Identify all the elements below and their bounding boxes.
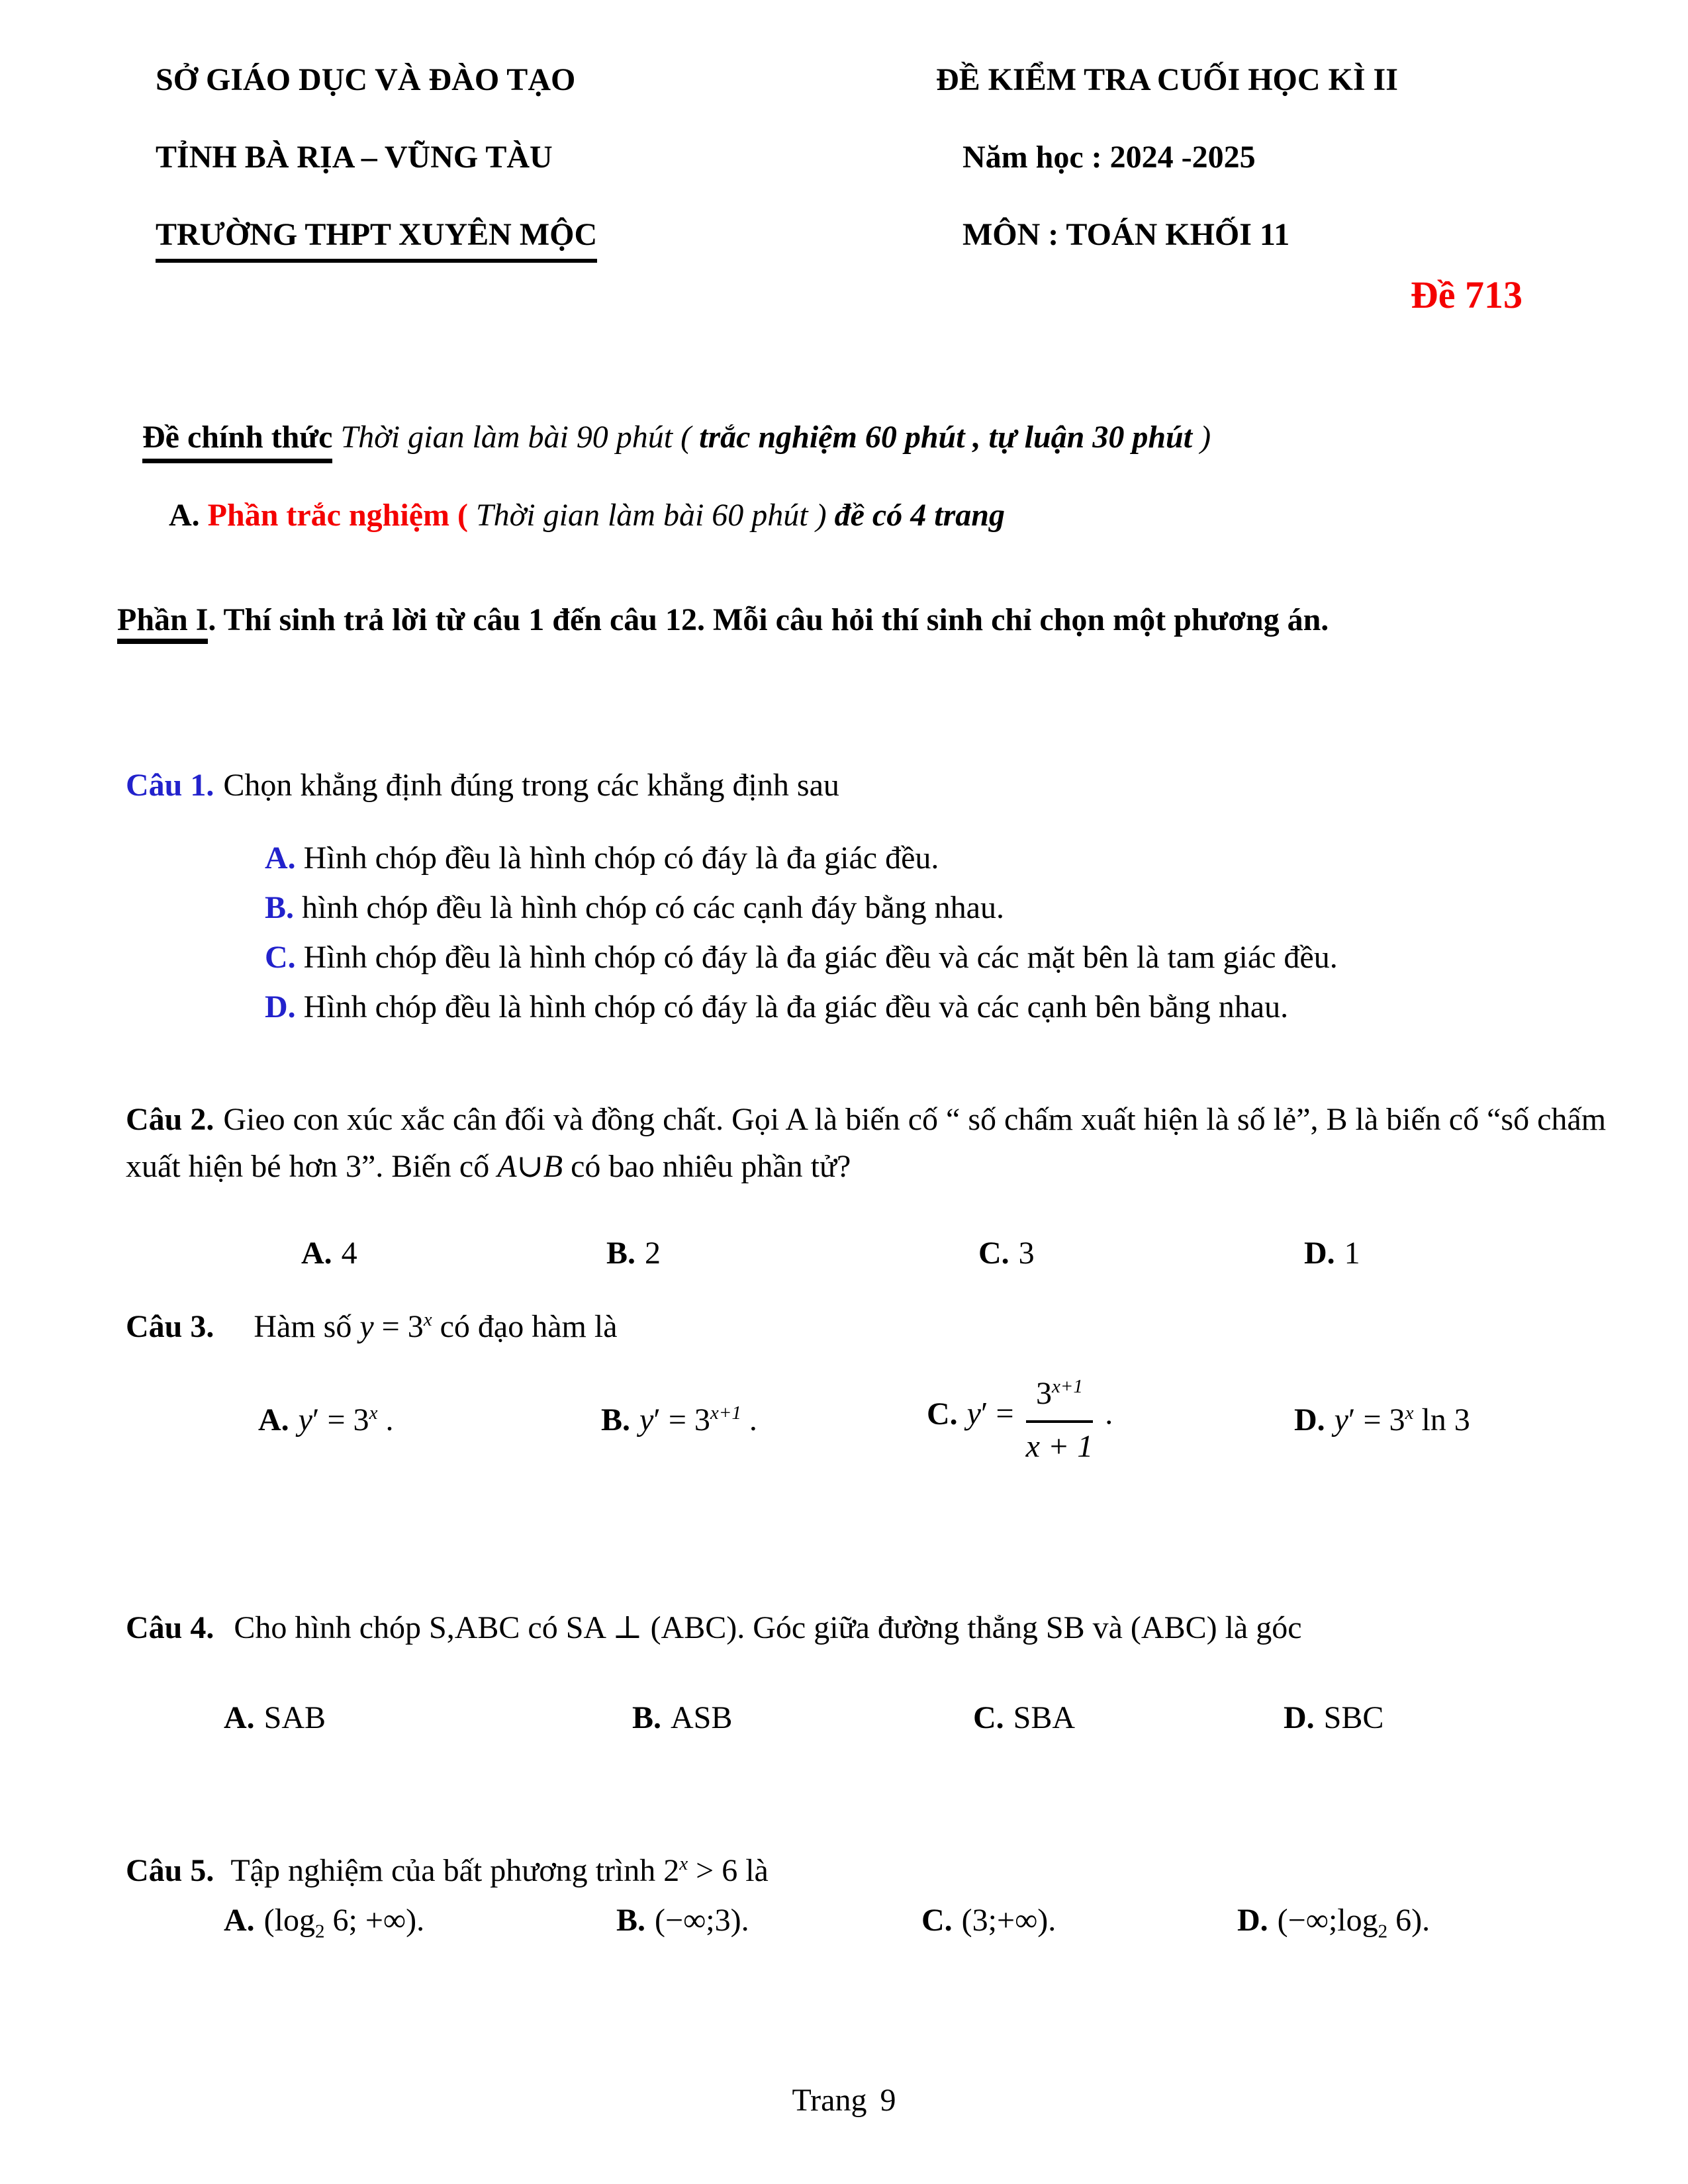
question-2-text-end: có bao nhiêu phần tử? [563,1149,851,1184]
formula-tail: . [1097,1396,1113,1432]
question-5-options [0,1899,1688,1954]
formula-y: y [639,1402,654,1437]
question-1-option-d [265,982,1688,1032]
question-3-option-c [927,1365,1294,1468]
option-text: SBC [1323,1700,1384,1735]
option-text: 1 [1344,1236,1360,1271]
question-4 [126,1608,1688,1648]
section-a-time: Thời gian làm bài 60 phút ) [467,498,835,533]
formula-y: y [1334,1402,1348,1437]
option-letter: B. [616,1903,646,1938]
option-letter: C. [973,1700,1004,1735]
option-text: Hình chóp đều là hình chóp có đáy là đa giác đều và các cạnh bên bằng nhau. [303,989,1289,1024]
option-letter: B. [632,1700,662,1735]
formula-body: ′ = 3 [312,1402,369,1437]
question-5-option-d [1237,1899,1430,1954]
formula-tail: ln 3 [1413,1402,1470,1437]
question-2-option-d [1304,1234,1360,1273]
formula-exponent: x [679,1853,688,1874]
header-school-name [156,196,936,273]
part-1-text: . Thí sinh trả lời từ câu 1 đến câu 12. Mỗi câu hỏi thí sinh chỉ chọn một phương án. [208,602,1329,637]
log-base: 2 [315,1921,325,1942]
formula-body: ′ = 3 [1348,1402,1405,1437]
formula-exponent: x [423,1309,432,1330]
question-5 [126,1844,1688,1891]
question-1-options [265,833,1688,1032]
option-text: Hình chóp đều là hình chóp có đáy là đa giác đều và các mặt bên là tam giác đều. [303,940,1338,975]
question-1 [126,766,1688,805]
duration-note: Thời gian làm bài 90 phút ( [332,420,700,455]
log-base: 2 [1378,1921,1388,1942]
option-letter: C. [978,1236,1009,1271]
school-year: Năm học : 2024 -2025 [962,140,1256,175]
part-1-label: Phần I [117,602,208,644]
question-1-option-b [265,883,1688,933]
footer-label: Trang [792,2083,867,2118]
formula-eq: = 3 [373,1309,424,1344]
option-letter: D. [1237,1903,1268,1938]
question-4-text: Cho hình chóp S,ABC có [234,1610,566,1645]
option-text: 3 [1018,1236,1035,1271]
section-a-letter: A. [169,498,200,533]
part-1-instruction [117,600,1688,640]
question-4-label: Câu 4. [126,1610,214,1645]
question-4-option-c [973,1698,1284,1738]
section-a-heading [169,496,1688,535]
section-a-title: Phần trắc nghiệm ( [199,498,468,533]
option-text: SBA [1013,1700,1076,1735]
official-duration-line [142,418,1688,457]
question-2-option-a [301,1234,606,1273]
question-3-text-end: có đạo hàm là [432,1309,618,1344]
formula-body: ′ = 3 [653,1402,710,1437]
option-text: hình chóp đều là hình chóp có các cạnh đáy bằng nhau. [302,890,1004,925]
header-province: TỈNH BÀ RỊA – VŨNG TÀU [156,140,553,175]
question-5-option-a [224,1899,616,1954]
section-a-pages: đề có 4 trang [834,498,1005,533]
formula-exponent: x [369,1402,378,1424]
set-b-symbol: B [543,1149,563,1184]
fraction [1026,1365,1094,1468]
question-2-option-b [606,1234,978,1273]
option-letter: A. [301,1236,332,1271]
question-3-options [0,1365,1688,1468]
official-exam-label: Đề chính thức [142,420,332,463]
option-letter: D. [265,989,296,1024]
set-a-symbol: A [497,1149,517,1184]
formula-comparison: > 6 [688,1853,738,1888]
question-2-options [0,1234,1688,1273]
question-2-label: Câu 2. [126,1102,214,1137]
question-5-option-b [616,1899,921,1954]
interval-text: (−∞;3). [655,1903,749,1938]
header-exam-block [936,41,1398,273]
option-letter: B. [606,1236,636,1271]
formula-y: y [966,1396,981,1432]
option-letter: A. [265,841,296,876]
interval-tail: 6). [1387,1903,1430,1938]
question-4-option-d [1284,1698,1383,1738]
question-3-text: Hàm số [254,1309,360,1344]
question-2-option-c [978,1234,1304,1273]
option-letter: A. [224,1903,255,1938]
union-symbol: ∪ [516,1149,543,1184]
perpendicular-formula: SA ⊥ (ABC) [565,1610,737,1645]
option-letter: D. [1284,1700,1315,1735]
question-1-option-c [265,933,1688,982]
header-department: SỞ GIÁO DỤC VÀ ĐÀO TẠO [156,62,576,97]
page-footer [0,2082,1688,2119]
footer-page-number: 9 [880,2083,896,2118]
question-5-text-end: là [737,1853,769,1888]
header-school-block [156,41,936,273]
interval-tail: 6; +∞). [324,1903,425,1938]
formula-exponent: x [1405,1402,1414,1424]
question-4-options [0,1698,1688,1738]
exam-header [0,0,1688,273]
option-letter: C. [921,1903,953,1938]
option-text: 2 [645,1236,661,1271]
subject-line: MÔN : TOÁN KHỐI 11 [962,217,1290,252]
option-letter: C. [927,1396,958,1432]
option-text: 4 [341,1236,357,1271]
question-3-option-d [1294,1392,1470,1441]
formula-tail: . [377,1402,394,1437]
duration-note-close: ) [1192,420,1211,455]
question-4-option-b [632,1698,973,1738]
question-5-label: Câu 5. [126,1853,214,1888]
question-5-option-c [921,1899,1237,1954]
formula-tail: . [741,1402,757,1437]
question-3-label: Câu 3. [126,1309,214,1344]
question-5-text: Tập nghiệm của bất phương trình [230,1853,664,1888]
formula-body: ′ = [980,1396,1022,1432]
question-2-text: Gieo con xúc xắc cân đối và đồng chất. Gọi A là biến cố “ số chấm xuất hiện là số lẻ”, B là biến cố “số chấm xuất hiện bé hơn 3”. Biến cố [126,1102,1607,1184]
option-letter: B. [601,1402,631,1437]
question-3-option-b [601,1392,927,1441]
option-letter: A. [258,1402,289,1437]
option-text: SAB [263,1700,326,1735]
question-2 [126,1096,1628,1190]
option-letter: D. [1304,1236,1335,1271]
interval-pre: (log [263,1903,315,1938]
exam-title: ĐỀ KIỂM TRA CUỐI HỌC KÌ II [936,62,1398,97]
option-text: Hình chóp đều là hình chóp có đáy là đa giác đều. [303,841,939,876]
option-text: ASB [671,1700,733,1735]
question-4-text-end: . Góc giữa đường thẳng SB và (ABC) là góc [737,1610,1302,1645]
numerator-exponent: x+1 [1051,1376,1083,1397]
exam-code-badge: Đề 713 [1410,273,1523,316]
question-1-label: Câu 1. [126,768,214,803]
interval-text: (3;+∞). [961,1903,1056,1938]
formula-y: y [359,1309,374,1344]
formula-y: y [298,1402,312,1437]
fraction-numerator [1026,1365,1094,1423]
question-3 [126,1300,1688,1347]
option-letter: C. [265,940,296,975]
formula-exponent: x+1 [710,1402,741,1424]
fraction-denominator: x + 1 [1025,1429,1094,1464]
option-letter: D. [1294,1402,1325,1437]
header-school-name-text: TRƯỜNG THPT XUYÊN MỘC [156,217,597,263]
option-letter: B. [265,890,295,925]
interval-pre: (−∞;log [1277,1903,1378,1938]
question-1-option-a [265,833,1688,883]
option-letter: A. [224,1700,255,1735]
duration-note-detail: trắc nghiệm 60 phút , tự luận 30 phút [699,420,1193,455]
question-1-text: Chọn khẳng định đúng trong các khẳng định sau [223,768,839,803]
question-4-option-a [224,1698,632,1738]
numerator-base: 3 [1035,1376,1052,1411]
formula-base: 2 [663,1853,680,1888]
question-3-option-a [258,1392,601,1441]
